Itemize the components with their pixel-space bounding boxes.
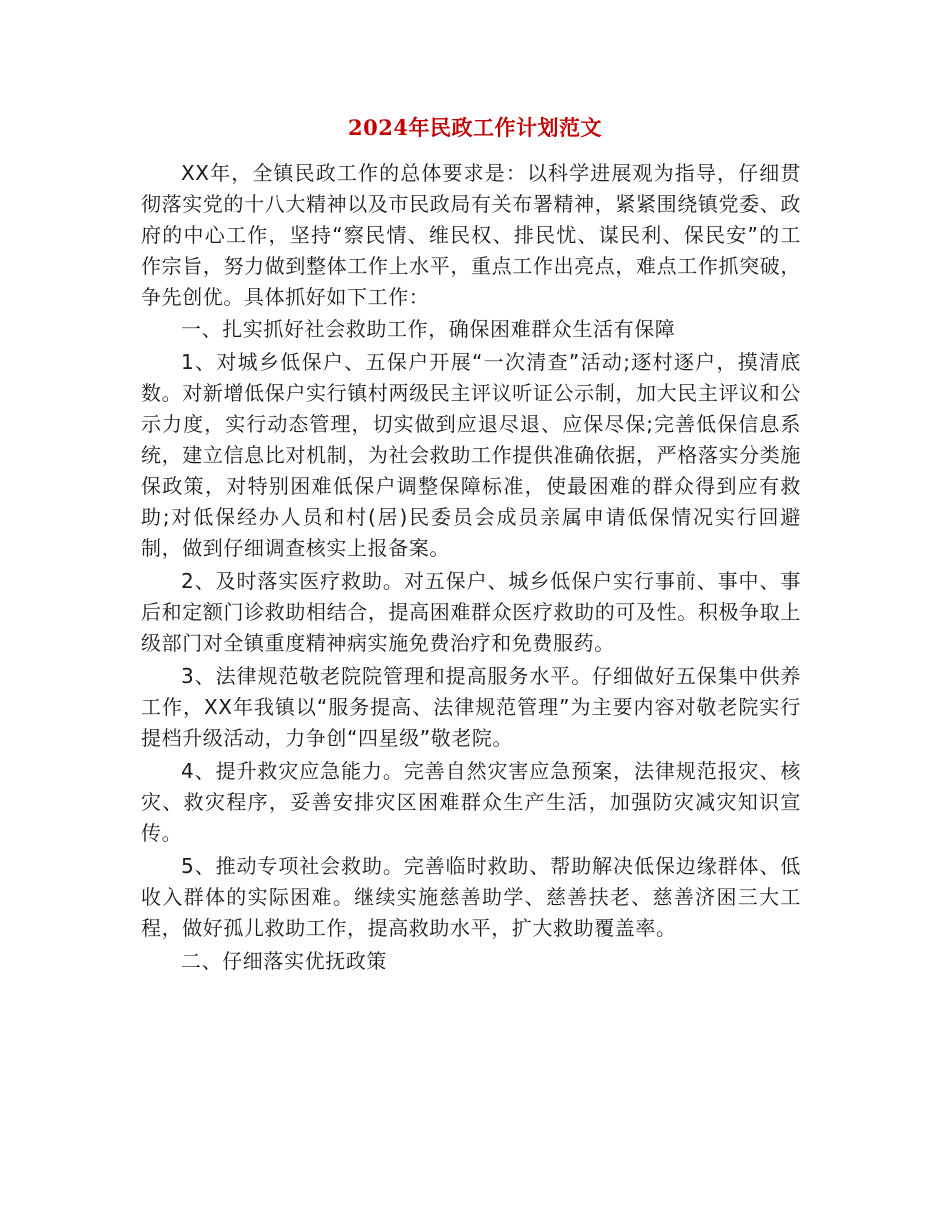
paragraph-intro: XX年，全镇民政工作的总体要求是：以科学进展观为指导，仔细贯彻落实党的十八大精神以及市民政局有关布署精神，紧紧围绕镇党委、政府的中心工作，坚持“察民情、维民权、排民忧、谋民利、保民安”的工作宗旨，努力做到整体工作上水平，重点工作出亮点，难点工作抓突破，争先创优。具体抓好如下工作： xyxy=(141,161,801,309)
document-title: 2024年民政工作计划范文 xyxy=(348,115,602,140)
document-body xyxy=(141,158,801,979)
paragraph-item-3: 3、法律规范敬老院院管理和提高服务水平。仔细做好五保集中供养工作，XX年我镇以“服务提高、法律规范管理”为主要内容对敬老院实行提档升级活动，力争创“四星级”敬老院。 xyxy=(141,664,801,750)
section-heading-1: 一、扎实抓好社会救助工作，确保困难群众生活有保障 xyxy=(181,317,676,341)
paragraph-item-5: 5、推动专项社会救助。完善临时救助、帮助解决低保边缘群体、低收入群体的实际困难。继续实施慈善助学、慈善扶老、慈善济困三大工程，做好孤儿救助工作，提高救助水平，扩大救助覆盖率。 xyxy=(141,854,801,940)
paragraph-item-4: 4、提升救灾应急能力。完善自然灾害应急预案，法律规范报灾、核灾、救灾程序，妥善安排灾区困难群众生产生活，加强防灾减灾知识宣传。 xyxy=(141,759,801,845)
section-heading-2: 二、仔细落实优抚政策 xyxy=(181,949,387,973)
paragraph-item-1: 1、对城乡低保户、五保户开展“一次清查”活动;逐村逐户，摸清底数。对新增低保户实行镇村两级民主评议听证公示制，加大民主评议和公示力度，实行动态管理，切实做到应退尽退、应保尽保;完善低保信息系统，建立信息比对机制，为社会救助工作提供准确依据，严格落实分类施保政策，对特别困难低保户调整保障标准，使最困难的群众得到应有救助;对低保经办人员和村(居)民委员会成员亲属申请低保情况实行回避制，做到仔细调查核实上报备案。 xyxy=(141,350,801,560)
paragraph-item-2: 2、及时落实医疗救助。对五保户、城乡低保户实行事前、事中、事后和定额门诊救助相结合，提高困难群众医疗救助的可及性。积极争取上级部门对全镇重度精神病实施免费治疗和免费服药。 xyxy=(141,569,801,655)
